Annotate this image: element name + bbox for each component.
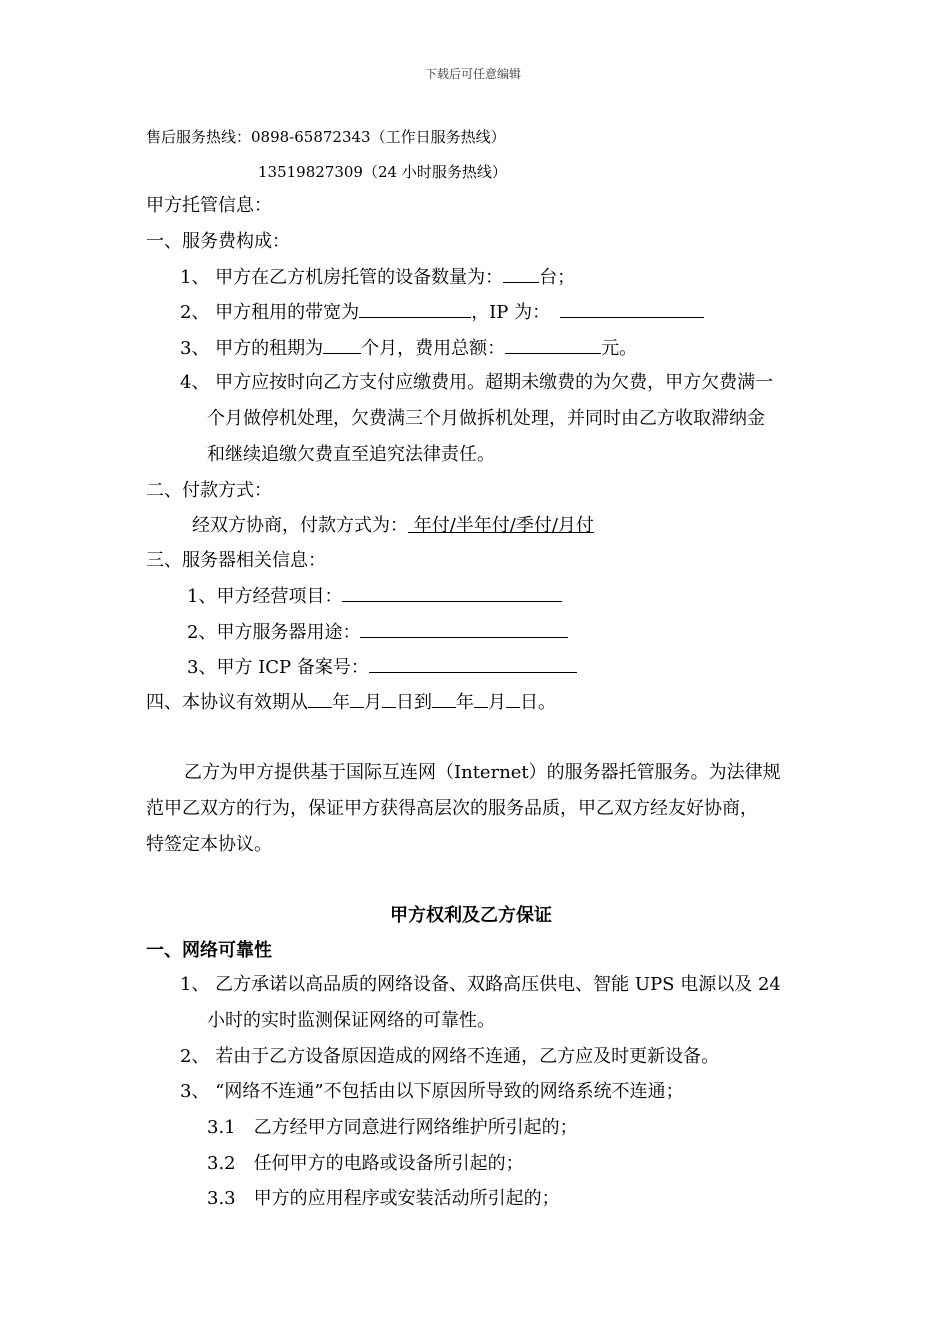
reliability-item-3-1: 3.1 乙方经甲方同意进行网络维护所引起的； [207,1117,578,1138]
bandwidth-blank[interactable] [359,299,471,318]
fee-item-4-line-3: 和继续追缴欠费直至追究法律责任。 [207,444,495,465]
icp-number-label: 3、甲方 ICP 备案号： [187,657,369,678]
intro-line-1: 乙方为甲方提供基于国际互连网（Internet）的服务器托管服务。为法律规 [184,762,781,783]
validity-month-1: 月 [364,692,382,713]
rights-section-title: 甲方权利及乙方保证 [390,905,552,926]
validity-to-label: 日到 [396,692,432,713]
fee-item-2-ip-label: ，IP 为： [471,302,551,323]
payment-method-options: 年付/半年付/季付/月付 [408,515,594,536]
fee-item-3 [180,335,637,362]
fee-item-1-text: 1、 甲方在乙方机房托管的设备数量为： [180,267,504,288]
server-item-3 [187,654,577,681]
business-project-blank[interactable] [342,583,562,602]
reliability-item-3: 3、 “网络不连通”不包括由以下原因所导致的网络系统不连通； [180,1081,684,1102]
reliability-item-1-line-1: 1、 乙方承诺以高品质的网络设备、双路高压供电、智能 UPS 电源以及 24 [180,974,781,995]
fee-item-3-unit: 元。 [601,338,638,359]
total-fee-blank[interactable] [505,335,601,354]
reliability-item-3-3: 3.3 甲方的应用程序或安装活动所引起的； [207,1188,560,1209]
validity-period [146,689,556,716]
fee-item-2-text: 2、 甲方租用的带宽为 [180,302,360,323]
device-count-blank[interactable] [503,264,539,283]
reliability-item-1-line-2: 小时的实时监测保证网络的可靠性。 [207,1010,495,1031]
validity-day-2: 日。 [520,692,556,713]
server-info-heading: 三、服务器相关信息： [146,550,326,571]
payment-heading: 二、付款方式： [146,480,272,501]
ip-blank[interactable] [560,299,704,318]
start-year-blank[interactable] [308,689,332,708]
fee-item-4-line-2: 个月做停机处理，欠费满三个月做拆机处理，并同时由乙方收取滞纳金 [207,408,765,429]
server-item-1 [187,583,562,610]
fee-heading: 一、服务费构成： [146,231,290,252]
fee-item-2 [180,299,704,326]
fee-item-1-unit: 台； [539,267,576,288]
validity-year-1: 年 [332,692,350,713]
end-day-blank[interactable] [506,689,520,708]
start-day-blank[interactable] [382,689,396,708]
reliability-item-3-2: 3.2 任何甲方的电路或设备所引起的； [207,1153,524,1174]
term-months-blank[interactable] [323,335,361,354]
icp-number-blank[interactable] [369,654,577,673]
hotline-24h: 13519827309（24 小时服务热线） [258,163,507,181]
validity-from-label: 四、本协议有效期从 [146,692,308,713]
server-usage-label: 2、甲方服务器用途： [187,622,361,643]
end-year-blank[interactable] [432,689,456,708]
validity-month-2: 月 [488,692,506,713]
validity-year-2: 年 [456,692,474,713]
payment-method [192,513,594,539]
network-reliability-heading: 一、网络可靠性 [146,940,272,961]
payment-method-label: 经双方协商，付款方式为： [192,515,408,536]
start-month-blank[interactable] [350,689,364,708]
hosting-info-title: 甲方托管信息： [146,195,272,216]
end-month-blank[interactable] [474,689,488,708]
fee-item-3-total-label: 个月，费用总额： [361,338,506,359]
page-header: 下载后可任意编辑 [425,67,522,81]
fee-item-4-line-1: 4、 甲方应按时向乙方支付应缴费用。超期未缴费的为欠费，甲方欠费满一 [180,372,774,393]
intro-line-2: 范甲乙双方的行为，保证甲方获得高层次的服务品质，甲乙双方经友好协商， [146,798,758,819]
hotline-workday: 售后服务热线：0898-65872343（工作日服务热线） [146,128,506,146]
business-project-label: 1、甲方经营项目： [187,586,343,607]
server-item-2 [187,619,568,646]
fee-item-1 [180,264,575,291]
intro-line-3: 特签定本协议。 [146,834,272,855]
fee-item-3-text: 3、 甲方的租期为 [180,338,324,359]
reliability-item-2: 2、 若由于乙方设备原因造成的网络不连通，乙方应及时更新设备。 [180,1046,720,1067]
server-usage-blank[interactable] [360,619,568,638]
